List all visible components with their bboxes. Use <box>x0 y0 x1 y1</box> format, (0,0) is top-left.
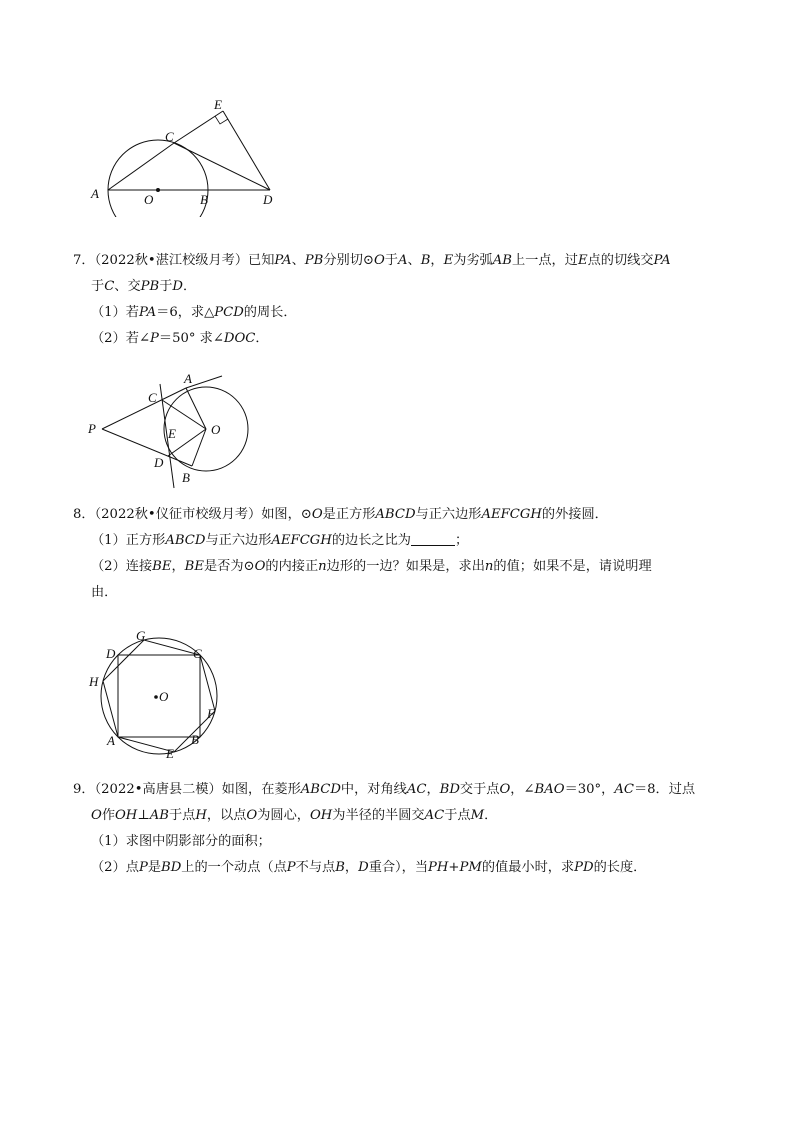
text: （2）若∠ <box>91 331 151 346</box>
question-number: 9． <box>73 782 95 797</box>
text: （2）连接 <box>91 559 153 574</box>
label-e: E <box>168 426 176 441</box>
text: ＝50° 求∠ <box>158 331 224 346</box>
math: AEFCGH <box>271 533 332 548</box>
math: O <box>373 253 385 268</box>
question-source: （2022秋•湛江校级月考） <box>94 253 249 268</box>
q8-part-1 <box>73 528 733 554</box>
math: D <box>358 860 369 875</box>
text: ． <box>183 279 197 294</box>
question-source: （2022秋•仪征市校级月考） <box>94 507 262 522</box>
math: BAO <box>534 782 565 797</box>
label-b: B <box>200 192 208 207</box>
math: E <box>577 253 588 268</box>
text: ． <box>255 331 269 346</box>
math: P <box>138 860 148 875</box>
math: ABCD <box>300 782 341 797</box>
text: 如图，⊙ <box>261 507 312 522</box>
label-g: G <box>136 628 146 643</box>
math: O <box>246 808 258 823</box>
text: 、交 <box>114 279 141 294</box>
text: 上的一个动点（点 <box>181 860 287 875</box>
figure-q8 <box>86 628 226 758</box>
text: ， <box>430 253 444 268</box>
label-a: A <box>91 186 99 201</box>
label-e: E <box>166 746 174 758</box>
text: 与正六边形 <box>415 507 482 522</box>
question-number: 7． <box>73 253 95 268</box>
text: 的边长之比为 <box>331 533 411 548</box>
center-dot <box>154 695 158 699</box>
math: AC <box>424 808 445 823</box>
text: 、 <box>291 253 305 268</box>
math: C <box>104 279 115 294</box>
math: P <box>286 860 296 875</box>
label-o: O <box>144 192 154 207</box>
text: 为半径的半圆交 <box>332 808 425 823</box>
question-number: 8． <box>73 507 95 522</box>
text: 交于点 <box>459 782 500 797</box>
text: 重合），当 <box>368 860 429 875</box>
label-c: C <box>148 390 157 405</box>
label-d: D <box>154 455 164 470</box>
text: 于点 <box>168 808 196 823</box>
label-o: O <box>211 422 221 437</box>
text: 分别切⊙ <box>323 253 374 268</box>
q8-part-2 <box>73 554 733 580</box>
math: ABCD <box>375 507 416 522</box>
text: 由． <box>91 585 118 600</box>
text: （1）正方形 <box>91 533 166 548</box>
math: BD <box>161 860 182 875</box>
question-7 <box>73 248 733 352</box>
label-a: A <box>107 733 115 748</box>
text: 于 <box>91 279 105 294</box>
q9-line-2 <box>73 803 733 829</box>
label-d: D <box>106 646 116 661</box>
label-c: C <box>193 646 202 661</box>
math: PA <box>138 305 157 320</box>
math: PB <box>140 279 160 294</box>
circle-o <box>108 140 208 217</box>
right-angle-mark <box>215 116 228 124</box>
label-h: H <box>89 674 99 689</box>
math: ABCD <box>165 533 206 548</box>
text: 的长度． <box>593 860 647 875</box>
question-source: （2022•高唐县二模） <box>94 782 222 797</box>
q7-part-1 <box>73 300 733 326</box>
math: OH <box>309 808 333 823</box>
text: 与正六边形 <box>205 533 272 548</box>
text: 如图，在菱形 <box>221 782 301 797</box>
text: 边形的一边？如果是，求出 <box>326 559 485 574</box>
text: 为圆心， <box>257 808 310 823</box>
label-e: E <box>214 97 222 112</box>
text: ，∠ <box>510 782 535 797</box>
segment-ce <box>174 111 223 143</box>
label-d: D <box>263 192 273 207</box>
math: PA <box>653 253 671 268</box>
math: B <box>420 253 431 268</box>
math: PB <box>304 253 324 268</box>
text: 的周长． <box>243 305 297 320</box>
math: D <box>172 279 183 294</box>
label-f: F <box>207 706 215 721</box>
math: n <box>318 559 327 574</box>
text: 中，对角线 <box>340 782 407 797</box>
math: P <box>150 331 159 346</box>
q7-line-1 <box>73 248 733 274</box>
label-a: A <box>184 371 192 386</box>
math: AC <box>406 782 427 797</box>
answer-blank[interactable] <box>411 531 455 546</box>
math: O <box>91 808 102 823</box>
math: PD <box>574 860 594 875</box>
math: BE <box>184 559 204 574</box>
math: AB <box>149 808 169 823</box>
text: （1）若 <box>91 305 139 320</box>
q8-part-2-cont <box>73 580 733 606</box>
text: 、 <box>407 253 421 268</box>
math: O <box>499 782 511 797</box>
label-o: O <box>159 689 169 704</box>
text: 的值；如果不是，请说明理 <box>493 559 652 574</box>
math: AB <box>492 253 512 268</box>
math: DOC <box>223 331 256 346</box>
q9-line-1 <box>73 777 733 803</box>
question-9 <box>73 777 733 881</box>
math: A <box>397 253 408 268</box>
segment-ac <box>108 143 174 190</box>
math: E <box>443 253 454 268</box>
text: 于点 <box>444 808 471 823</box>
text: 作 <box>101 808 115 823</box>
text: 于 <box>384 253 398 268</box>
math: M <box>470 808 485 823</box>
center-dot <box>156 188 160 192</box>
text: ， <box>426 782 440 797</box>
question-8 <box>73 502 733 606</box>
text: 的内接正 <box>265 559 319 574</box>
text: ． <box>484 808 498 823</box>
math: B <box>335 860 345 875</box>
text: 是正方形 <box>322 507 376 522</box>
math: O <box>254 559 266 574</box>
text: 不与点 <box>295 860 336 875</box>
math: H <box>195 808 207 823</box>
text: 已知 <box>248 253 275 268</box>
q7-line-2 <box>73 274 733 300</box>
math: PH+PM <box>428 860 482 875</box>
math: OH <box>115 808 138 823</box>
figure-q6 <box>80 92 310 217</box>
text: ； <box>454 533 469 548</box>
q8-line-1 <box>73 502 733 528</box>
segment-pb <box>102 429 192 466</box>
math: PCD <box>214 305 244 320</box>
label-c: C <box>165 129 174 144</box>
text: ＝6，求△ <box>156 305 215 320</box>
text: （1）求图中阴影部分的面积； <box>91 834 271 849</box>
text: 点的切线交 <box>587 253 654 268</box>
text: （2）点 <box>91 860 139 875</box>
figure-q7 <box>82 370 262 495</box>
math: BD <box>439 782 460 797</box>
label-p: P <box>88 421 96 436</box>
text: ⊥ <box>137 808 150 823</box>
text: ， <box>171 559 185 574</box>
text: ，以点 <box>206 808 247 823</box>
q9-part-1 <box>73 829 733 855</box>
math: n <box>484 559 494 574</box>
label-b: B <box>191 732 199 747</box>
math: AC <box>614 782 634 797</box>
label-b: B <box>182 470 190 485</box>
segment-pa <box>102 388 186 429</box>
text: 的外接圆． <box>541 507 608 522</box>
text: 是 <box>147 860 162 875</box>
q9-part-2 <box>73 855 733 881</box>
q7-part-2 <box>73 326 733 352</box>
text: ， <box>344 860 359 875</box>
math: BE <box>152 559 172 574</box>
text: 的值最小时，求 <box>481 860 575 875</box>
text: ＝8．过点 <box>633 782 696 797</box>
text: 于 <box>159 279 173 294</box>
text: 是否为⊙ <box>203 559 255 574</box>
math: AEFCGH <box>481 507 542 522</box>
text: 为劣弧 <box>453 253 493 268</box>
text: 上一点，过 <box>512 253 578 268</box>
math: O <box>311 507 323 522</box>
math: PA <box>274 253 292 268</box>
text: ＝30°， <box>564 782 615 797</box>
